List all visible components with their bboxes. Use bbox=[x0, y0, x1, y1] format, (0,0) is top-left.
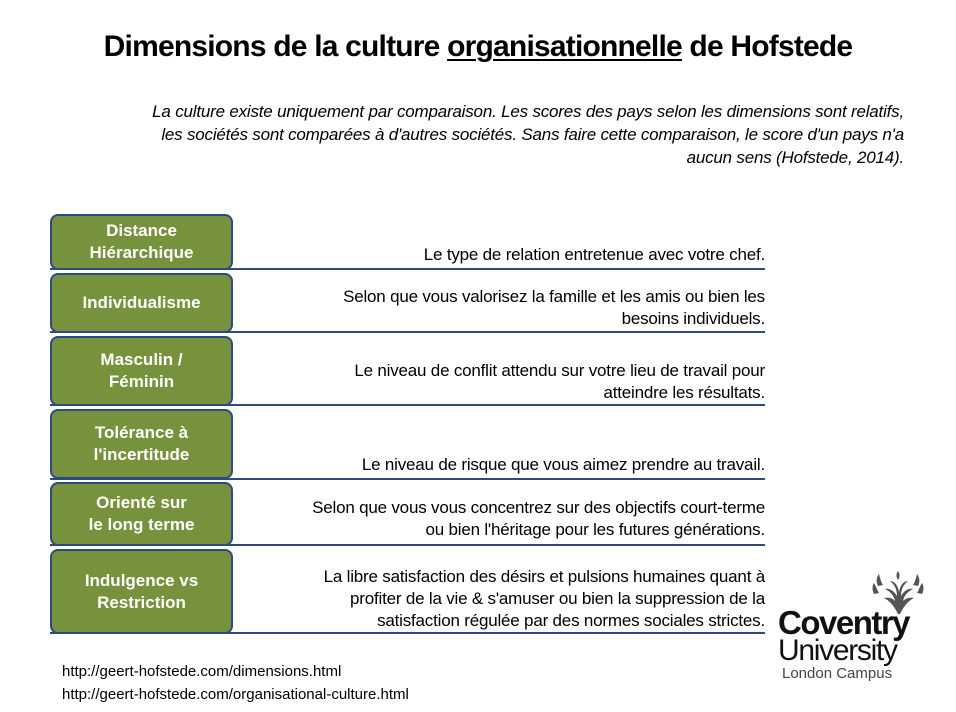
description-line: Le niveau de conflit attendu sur votre lieu de travail pour bbox=[354, 361, 765, 380]
dimension-label-line: Individualisme bbox=[82, 293, 201, 312]
description-line: Le niveau de risque que vous aimez prendre au travail. bbox=[361, 455, 765, 474]
dimension-label-line: Masculin / bbox=[100, 350, 183, 369]
title-part-1: Dimensions de la culture bbox=[103, 30, 448, 63]
row-divider bbox=[50, 404, 765, 406]
intro-quote: La culture existe uniquement par comparaison. Les scores des pays selon les dimensions sont relatifs, les sociétés sont comparées à d'autres sociétés. Sans faire cette comparaison, le score d'un pays n'a aucun sens (Hofstede, 2014). bbox=[152, 102, 904, 167]
dimension-label-line: Restriction bbox=[97, 592, 186, 612]
row-divider bbox=[50, 478, 765, 480]
dimension-label-line: l'incertitude bbox=[93, 445, 190, 464]
description-line: La libre satisfaction des désirs et pulsions humaines quant à bbox=[323, 567, 765, 586]
reference-link-organisational-culture[interactable]: http://geert-hofstede.com/organisational-culture.html bbox=[62, 686, 409, 703]
description-line: satisfaction régulée par des normes sociales strictes. bbox=[377, 611, 765, 630]
dimension-description bbox=[245, 454, 765, 476]
row-divider bbox=[50, 544, 765, 546]
dimension-description bbox=[245, 286, 765, 330]
dimension-label-line: Indulgence vs bbox=[84, 570, 199, 590]
logo-coventry: Coventry bbox=[778, 604, 910, 641]
dimension-description bbox=[245, 497, 765, 541]
dimension-row-indulgence bbox=[50, 549, 765, 635]
reference-link-dimensions[interactable]: http://geert-hofstede.com/dimensions.html bbox=[62, 663, 342, 680]
row-divider bbox=[50, 632, 765, 634]
reference-links bbox=[62, 660, 409, 706]
title-part-2: de Hofstede bbox=[681, 30, 853, 63]
dimension-label-line: Distance bbox=[106, 221, 177, 240]
slide-title bbox=[0, 30, 956, 64]
description-line: atteindre les résultats. bbox=[603, 383, 765, 402]
dimension-row-power-distance bbox=[50, 214, 765, 272]
logo-university: University bbox=[778, 634, 897, 667]
dimension-label-line: Orienté sur bbox=[96, 493, 187, 512]
row-divider bbox=[50, 331, 765, 333]
dimension-label-pill bbox=[50, 482, 233, 546]
coventry-university-logo bbox=[776, 568, 926, 690]
description-line: Selon que vous vous concentrez sur des objectifs court-terme bbox=[312, 498, 765, 517]
dimension-label-line: Féminin bbox=[108, 372, 175, 391]
dimension-row-masculinity bbox=[50, 336, 765, 408]
dimension-label-pill bbox=[50, 336, 233, 406]
dimension-row-uncertainty-avoidance bbox=[50, 409, 765, 481]
title-underlined-word: organisationnelle bbox=[447, 30, 682, 63]
dimension-label-pill bbox=[50, 409, 233, 479]
dimension-label-line: Tolérance à bbox=[94, 423, 189, 442]
dimension-label-line: le long terme bbox=[88, 515, 195, 534]
description-line: besoins individuels. bbox=[621, 309, 765, 328]
dimension-description bbox=[245, 244, 765, 266]
dimension-row-individualism bbox=[50, 273, 765, 335]
description-line: Le type de relation entretenue avec votre chef. bbox=[423, 245, 765, 264]
dimension-label-pill bbox=[50, 214, 233, 270]
description-line: Selon que vous valorisez la famille et les amis ou bien les bbox=[343, 287, 765, 306]
row-divider bbox=[50, 268, 765, 270]
dimension-description bbox=[245, 360, 765, 404]
dimension-label-pill bbox=[50, 549, 233, 634]
logo-london-campus: London Campus bbox=[782, 665, 893, 682]
dimension-description bbox=[245, 566, 765, 632]
dimension-label-pill bbox=[50, 273, 233, 333]
description-line: ou bien l'héritage pour les futures générations. bbox=[425, 520, 765, 539]
dimension-label-line: Hiérarchique bbox=[89, 243, 194, 262]
description-line: profiter de la vie & s'amuser ou bien la suppression de la bbox=[350, 589, 765, 608]
dimension-row-long-term-orientation bbox=[50, 482, 765, 548]
